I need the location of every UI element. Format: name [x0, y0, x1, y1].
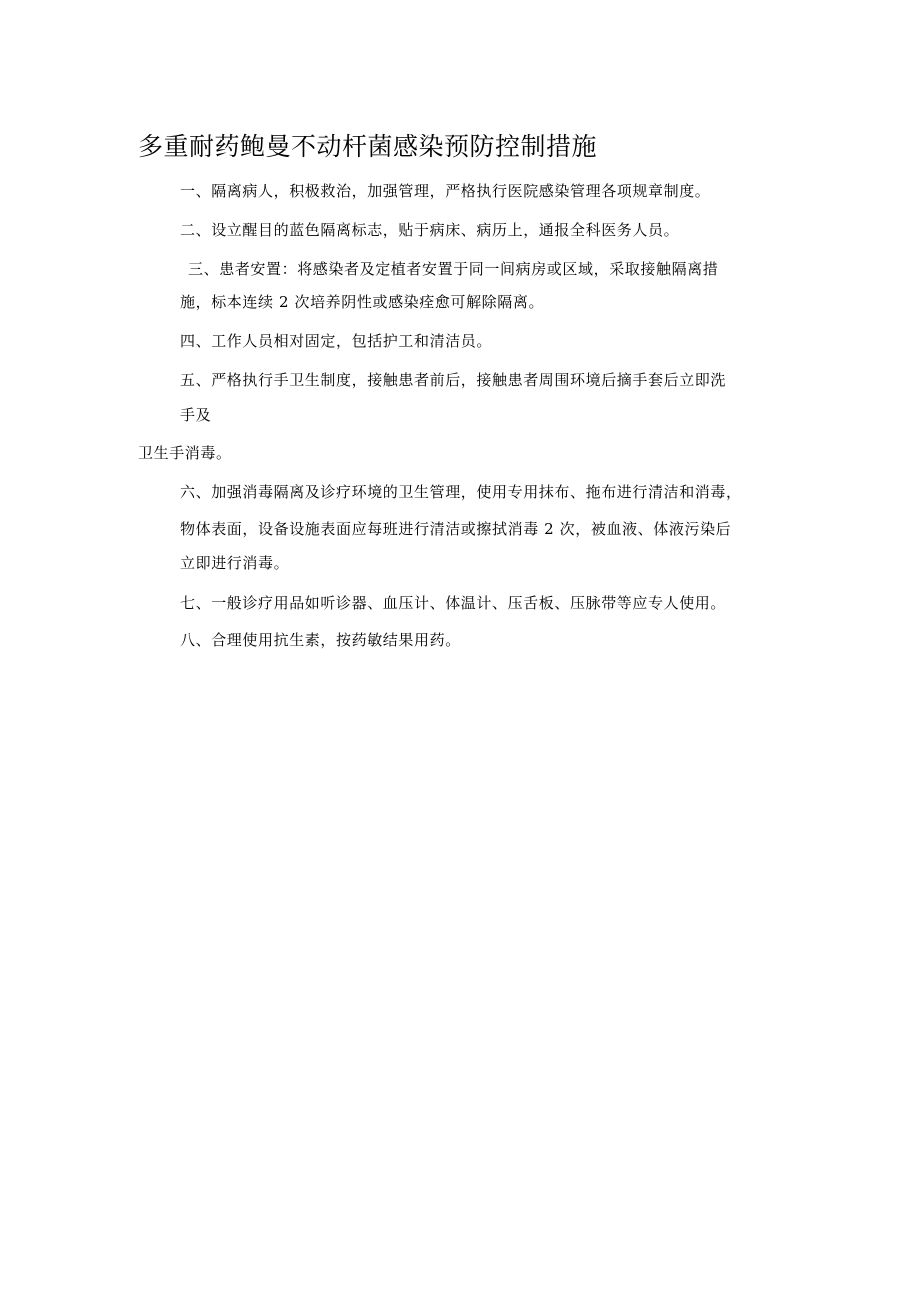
- item-6-line-1: 六、加强消毒隔离及诊疗环境的卫生管理，使用专用抹布、拖布进行清洁和消毒，: [180, 483, 742, 501]
- item-5-line-3: 卫生手消毒。: [138, 444, 232, 462]
- item-3-line-1: 三、患者安置：将感染者及定植者安置于同一间病房或区域，采取接触隔离措: [188, 260, 719, 278]
- item-1-line: 一、隔离病人，积极救治，加强管理，严格执行医院感染管理各项规章制度。: [180, 182, 711, 200]
- item-6-line-3: 立即进行消毒。: [180, 554, 290, 572]
- item-6-line-2: 物体表面，设备设施表面应每班进行清洁或擦拭消毒 2 次，被血液、体液污染后: [180, 520, 732, 538]
- item-5-line-1: 五、严格执行手卫生制度，接触患者前后，接触患者周围环境后摘手套后立即洗: [180, 371, 727, 389]
- item-8-line: 八、合理使用抗生素，按药敏结果用药。: [180, 631, 461, 649]
- document-title: 多重耐药鲍曼不动杆菌感染预防控制措施: [138, 132, 598, 161]
- item-2-line: 二、设立醒目的蓝色隔离标志，贴于病床、病历上，通报全科医务人员。: [180, 221, 680, 239]
- item-7-line: 七、一般诊疗用品如听诊器、血压计、体温计、压舌板、压脉带等应专人使用。: [180, 594, 727, 612]
- item-3-line-2: 施，标本连续 2 次培养阴性或感染痊愈可解除隔离。: [180, 293, 545, 311]
- item-5-line-2: 手及: [180, 406, 212, 424]
- item-4-line: 四、工作人员相对固定，包括护工和清洁员。: [180, 332, 493, 350]
